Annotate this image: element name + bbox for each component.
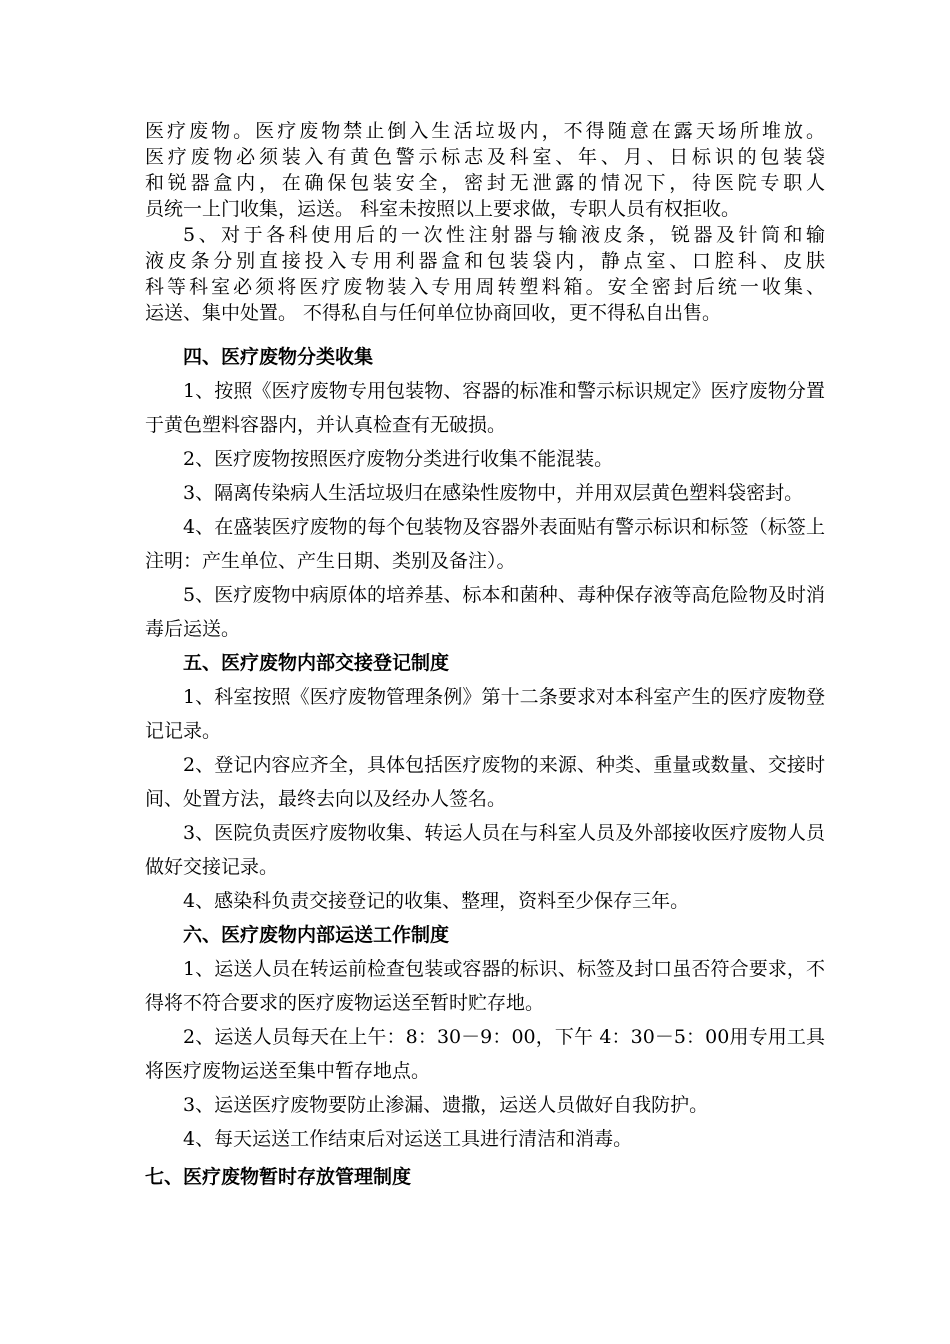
section-heading: 四、医疗废物分类收集 xyxy=(183,346,374,368)
section-paragraph: 2、登记内容应齐全，具体包括医疗废物的来源、种类、重量或数量、交接时间、处置方法，最终去向以及经办人签名。 xyxy=(145,754,825,810)
sections xyxy=(145,340,825,1194)
section-paragraph: 1、按照《医疗废物专用包装物、容器的标准和警示标识规定》医疗废物分置于黄色塑料容器内，并认真检查有无破损。 xyxy=(145,380,825,436)
section-paragraph: 4、感染科负责交接登记的收集、整理，资料至少保存三年。 xyxy=(183,890,690,912)
item5-line: 液皮条分别直接投入专用利器盒和包装袋内，静点室、口腔科、皮肤 xyxy=(145,250,825,272)
intro-line: 员统一上门收集，运送。 科室未按照以上要求做，专职人员有权拒收。 xyxy=(145,198,741,220)
section-four xyxy=(145,340,825,646)
intro-line: 医疗废物。医疗废物禁止倒入生活垃圾内，不得随意在露天场所堆放。 xyxy=(145,120,825,142)
section-paragraph: 3、运送医疗废物要防止渗漏、遗撒，运送人员做好自我防护。 xyxy=(183,1094,709,1116)
section-paragraph: 4、每天运送工作结束后对运送工具进行清洁和消毒。 xyxy=(183,1128,633,1150)
section-paragraph: 1、运送人员在转运前检查包装或容器的标识、标签及封口虽否符合要求，不得将不符合要求的医疗废物运送至暂时贮存地。 xyxy=(145,958,825,1014)
section-heading: 五、医疗废物内部交接登记制度 xyxy=(183,652,450,674)
section-six xyxy=(145,918,825,1156)
section-paragraph: 2、医疗废物按照医疗废物分类进行收集不能混装。 xyxy=(183,448,614,470)
intro-line: 和锐器盒内，在确保包装安全，密封无泄露的情况下，待医院专职人 xyxy=(145,172,825,194)
item5-line: 运送、集中处置。 不得私自与任何单位协商回收，更不得私自出售。 xyxy=(145,302,722,324)
section-paragraph: 2、运送人员每天在上午：8：30－9：00，下午 4：30－5：00用专用工具将医疗废物运送至集中暂存地点。 xyxy=(145,1026,825,1082)
document-page xyxy=(145,118,825,1194)
section-heading: 六、医疗废物内部运送工作制度 xyxy=(183,924,450,946)
section-paragraph: 5、医疗废物中病原体的培养基、标本和菌种、毒种保存液等高危险物及时消毒后运送。 xyxy=(145,584,825,640)
section-paragraph: 1、科室按照《医疗废物管理条例》第十二条要求对本科室产生的医疗废物登记记录。 xyxy=(145,686,825,742)
item5-line: 科等科室必须将医疗废物装入专用周转塑料箱。安全密封后统一收集、 xyxy=(145,276,825,298)
intro-block xyxy=(145,118,825,326)
item5-line: 5、对于各科使用后的一次性注射器与输液皮条，锐器及针筒和输 xyxy=(183,224,825,246)
section-five xyxy=(145,646,825,918)
section-paragraph: 4、在盛装医疗废物的每个包装物及容器外表面贴有警示标识和标签（标签上注明：产生单位、产生日期、类别及备注）。 xyxy=(145,516,825,572)
section-paragraph: 3、隔离传染病人生活垃圾归在感染性废物中，并用双层黄色塑料袋密封。 xyxy=(183,482,804,504)
section-seven-heading: 七、医疗废物暂时存放管理制度 xyxy=(145,1166,412,1188)
section-paragraph: 3、医院负责医疗废物收集、转运人员在与科室人员及外部接收医疗废物人员做好交接记录。 xyxy=(145,822,825,878)
intro-line: 医疗废物必须装入有黄色警示标志及科室、年、月、日标识的包装袋 xyxy=(145,146,825,168)
